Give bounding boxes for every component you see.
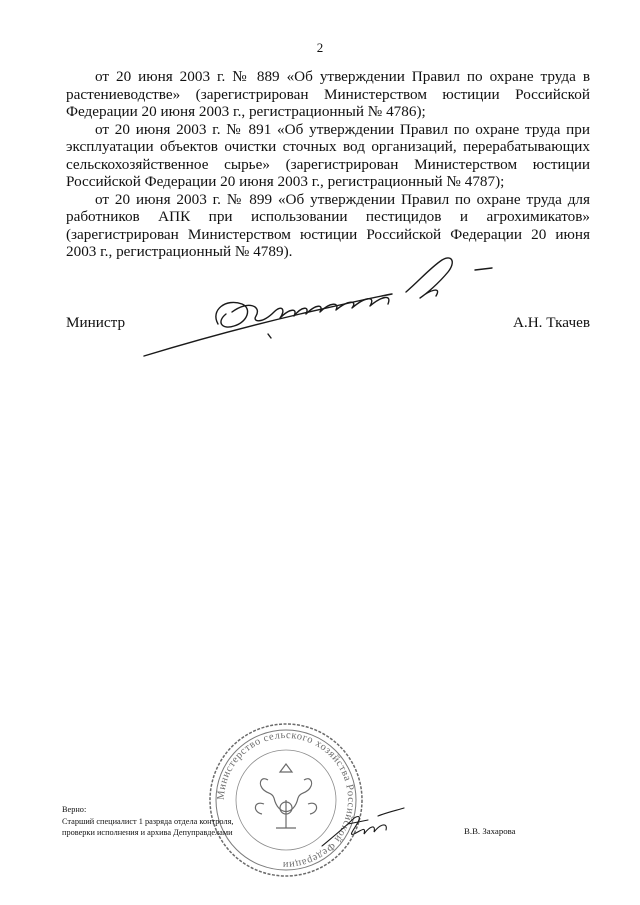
- certifier-position-line1: Старший специалист 1 разряда отдела контроля,: [62, 816, 234, 826]
- seal-text: Министерство сельского хозяйства Российской Федерации: [215, 729, 357, 871]
- page-number: 2: [316, 40, 324, 55]
- certifier-signature: [318, 806, 408, 852]
- certifier-position-line2: проверки исполнения и архива Депуправделами: [62, 828, 233, 837]
- minister-signature: [130, 250, 500, 360]
- signatory-title: Министр: [66, 314, 126, 331]
- signatory-name: А.Н. Ткачев: [512, 314, 590, 331]
- paragraph-order-899: от 20 июня 2003 г. № 899 «Об утверждении Правил по охране труда для работников АПК при использовании пестицидов и агрохимикатов» (зарегистрирован Министерством юстиции Российской Федерации 20 июня 2003 г., регистрационный № 4789).: [66, 190, 590, 260]
- certification-block: [62, 804, 282, 839]
- official-seal: [206, 720, 366, 880]
- certifier-name: В.В. Захарова: [464, 826, 516, 836]
- signature-row: [66, 314, 590, 334]
- paragraph-order-891: от 20 июня 2003 г. № 891 «Об утверждении Правил по охране труда при эксплуатации объектов очистки сточных вод организаций, перерабатывающих сельскохозяйственное сырье» (зарегистрирован Министерством юстиции Российской Федерации 20 июня 2003 г., регистрационный № 4787);: [66, 120, 590, 190]
- document-body: [66, 68, 590, 261]
- certification-label: Верно:: [62, 805, 87, 814]
- paragraph-order-889: от 20 июня 2003 г. № 889 «Об утверждении Правил по охране труда в растениеводстве» (зарегистрирован Министерством юстиции Российской Федерации 20 июня 2003 г., регистрационный № 4786);: [66, 68, 590, 120]
